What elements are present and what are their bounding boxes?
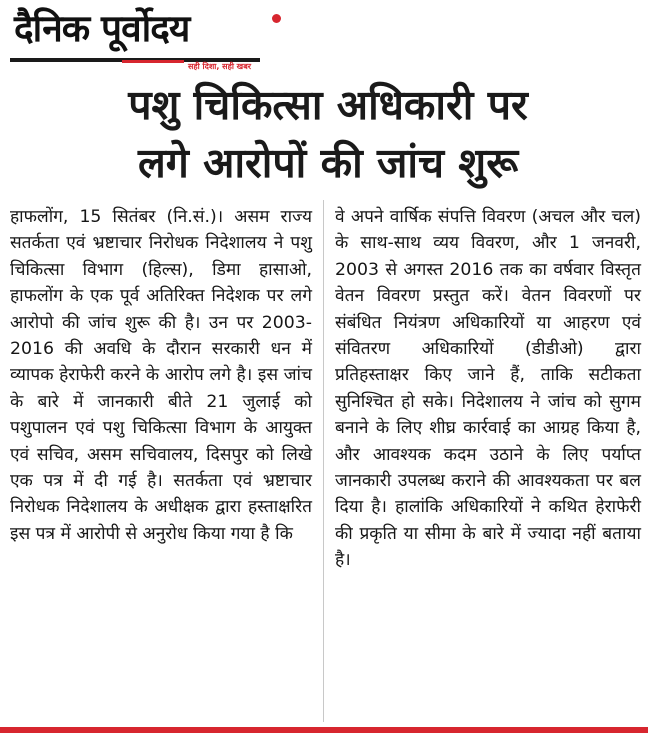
newspaper-title: दैनिक पूर्वोदय [14, 7, 190, 50]
article-column-right: वे अपने वार्षिक संपत्ति विवरण (अचल और चल) के साथ-साथ व्यय विवरण, और 1 जनवरी, 2003 से अगस्त 2016 तक का वर्षवार विस्तृत वेतन विवरण प्रस्तुत करें। वेतन विवरणों पर संबंधित नियंत्रण अधिकारियों या आहरण एवं संवितरण अधिकारियों (डीडीओ) द्वारा प्रतिहस्ताक्षर किए जाने हैं, ताकि सटीकता सुनिश्चित हो सके। निदेशालय ने जांच को सुगम बनाने के लिए शीघ्र कार्रवाई का आग्रह किया है, और आवश्यक कदम उठाने के लिए पर्याप्त जानकारी उपलब्ध कराने की आवश्यकता पर बल दिया है। हालांकि अधिकारियों ने कथित हेराफेरी की प्रकृति या सीमा के बारे में ज्यादा नहीं बताया है। [335, 207, 641, 571]
headline-line-2: लगे आरोपों की जांच शुरू [137, 139, 519, 187]
headline [20, 76, 636, 192]
bottom-accent-bar [0, 727, 648, 733]
newspaper-tagline: सही दिशा, सही खबर [188, 62, 252, 71]
column-divider [323, 200, 324, 722]
brand-dot-icon [272, 14, 281, 23]
article-column-left: हाफलोंग, 15 सितंबर (नि.सं.)। असम राज्य सतर्कता एवं भ्रष्टाचार निरोधक निदेशालय ने पशु चिकित्सा विभाग (हिल्स), डिमा हासाओ, हाफलोंग के एक पूर्व अतिरिक्त निदेशक पर लगे आरोपो की जांच शुरू की है। उन पर 2003-2016 की अवधि के दौरान सरकारी धन में व्यापक हेराफेरी करने के आरोप लगे है। इस जांच के बारे में जानकारी बीते 21 जुलाई को पशुपालन एवं पशु चिकित्सा विभाग के आयुक्त एवं सचिव, असम सचिवालय, दिसपुर को लिखे एक पत्र में दी गई है। सतर्कता एवं भ्रष्टाचार निरोधक निदेशालय के अधीक्षक द्वारा हस्ताक्षरित इस पत्र में आरोपी से अनुरोध किया गया है कि [10, 207, 312, 544]
masthead [10, 4, 290, 70]
masthead-accent-bar [122, 60, 184, 63]
headline-line-1: पशु चिकित्सा अधिकारी पर [128, 81, 528, 129]
